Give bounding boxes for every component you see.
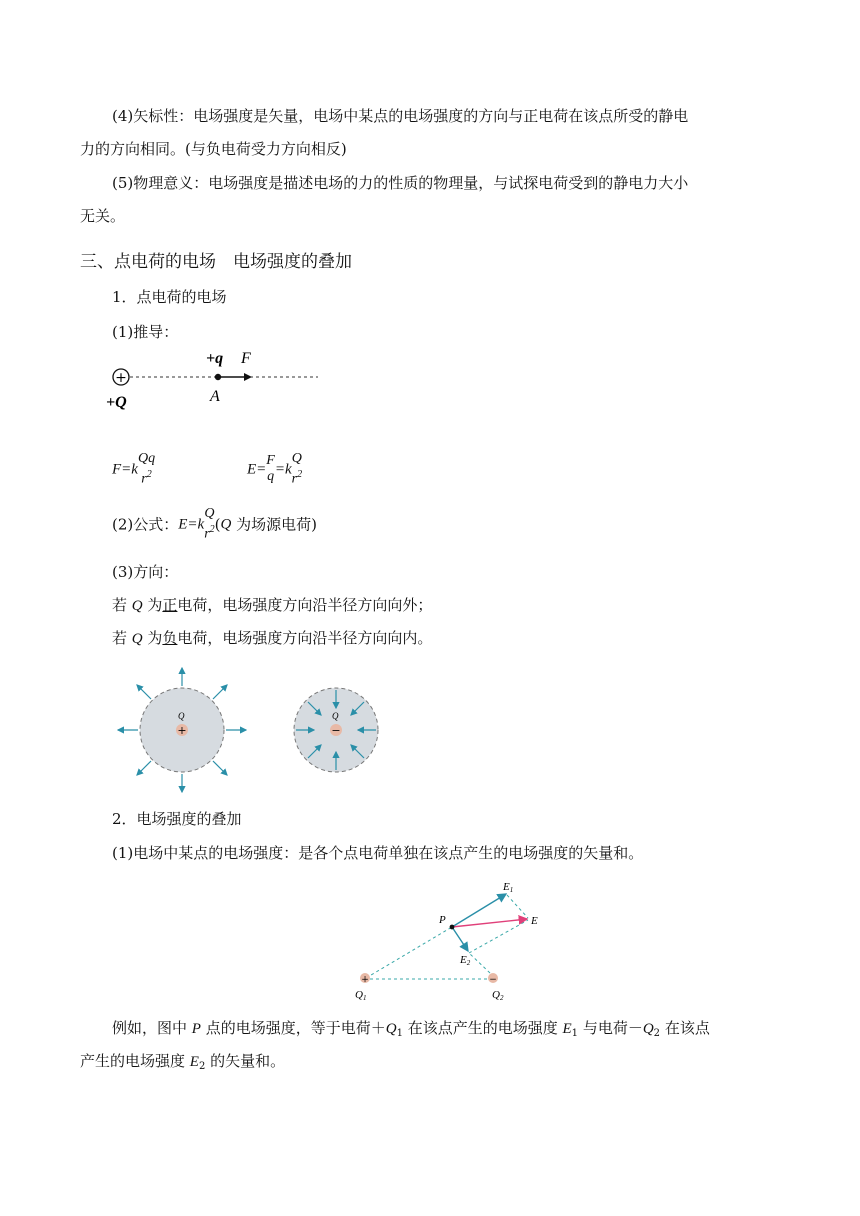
svg-text:Q2: Q2 [492,989,504,1002]
label-e: E [531,915,538,927]
section-heading: 三、点电荷的电场 电场强度的叠加 [80,252,352,272]
point-charge-fields-figure [110,670,390,795]
positive-symbol: + [177,724,187,737]
example-line1: 例如，图中 P 点的电场强度，等于电荷$+Q_1$ 在该点产生的电场强度 $E_1$ 与电荷$-Q_2$ 在该点 [112,1019,710,1039]
svg-text:E1: E1 [503,881,514,894]
p4-line1: (4)矢标性：电场强度是矢量，电场中某点的电场强度的方向与正电荷在该点所受的静电 [112,107,689,125]
equation-field: E= F q =k Q $r^2$ [247,451,303,487]
negative-q-label: Q [332,711,339,721]
source-charge-label: +Q [106,394,127,411]
derivation-figure [100,345,340,415]
direction-positive: 若 Q 为正电荷，电场强度方向沿半径方向向外； [112,596,433,614]
positive-q-label: Q [178,711,185,721]
superposition-definition: (1)电场中某点的电场强度：是各个点电荷单独在该点产生的电场强度的矢量和。 [112,844,644,862]
svg-text:Q1: Q1 [355,989,367,1002]
test-charge-label: +q [206,350,224,367]
derive-label: (1)推导： [112,323,179,341]
svg-text:+: + [361,975,369,985]
label-q2: Q [492,989,500,1001]
label-e1: E [503,881,510,893]
p5-line2: 无关。 [80,207,126,225]
point-a-label: A [210,388,220,405]
example-line2: 产生的电场强度 $E_2$ 的矢量和。 [80,1052,286,1072]
label-p: P [439,914,446,926]
formula-line: (2)公式：E=k Q $r^2$ (Q 为场源电荷) [112,506,317,542]
svg-text:−: − [489,975,497,985]
force-label: F [241,350,251,367]
superposition-figure [345,875,555,1005]
p5-line1: (5)物理意义：电场强度是描述电场的力的性质的物理量，与试探电荷受到的静电力大小 [112,174,689,192]
subsection-1-title: 1．点电荷的电场 [112,288,227,306]
direction-negative: 若 Q 为负电荷，电场强度方向沿半径方向向内。 [112,629,433,647]
subsection-2-title: 2．电场强度的叠加 [112,810,242,828]
svg-text:E2: E2 [460,954,471,967]
source-symbol: + [115,370,127,386]
direction-label: (3)方向： [112,563,179,581]
label-e2: E [460,954,467,966]
negative-symbol: − [331,724,341,737]
label-q1: Q [355,989,363,1001]
p4-line2: 力的方向相同。(与负电荷受力方向相反) [80,140,347,158]
equation-force: F=k Qq $r^2$ [112,451,156,487]
